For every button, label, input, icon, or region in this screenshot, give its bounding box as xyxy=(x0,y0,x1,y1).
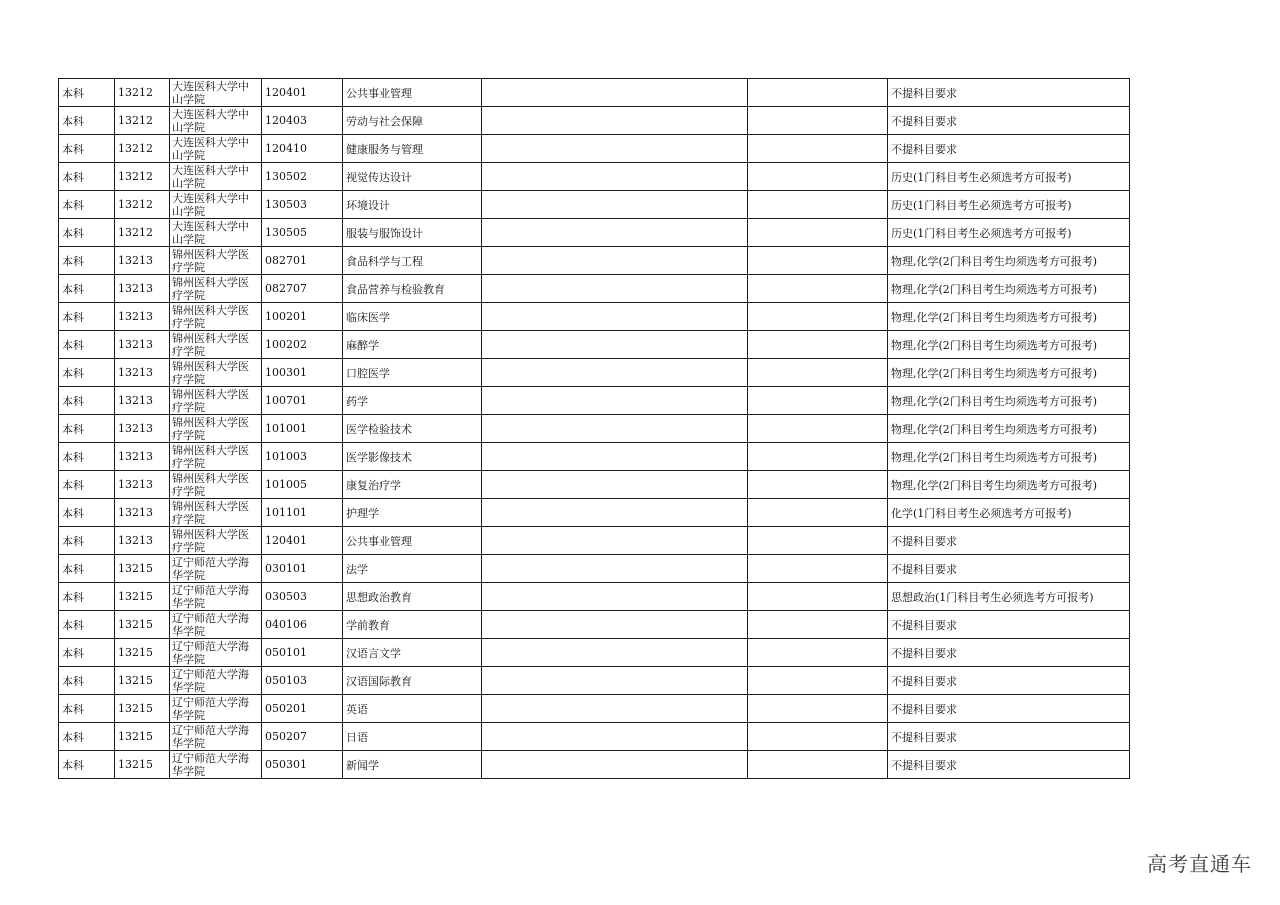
school-name-cell: 大连医科大学中山学院 xyxy=(170,107,262,135)
table-body xyxy=(59,79,1130,779)
level-cell: 本科 xyxy=(59,751,115,779)
subject-requirement-cell: 不提科目要求 xyxy=(888,107,1130,135)
school-name-cell: 锦州医科大学医疗学院 xyxy=(170,387,262,415)
empty-cell xyxy=(482,331,748,359)
empty-cell xyxy=(482,191,748,219)
empty-cell xyxy=(482,387,748,415)
empty-cell xyxy=(482,219,748,247)
empty-cell xyxy=(748,135,888,163)
subject-requirement-cell: 历史(1门科目考生必须选考方可报考) xyxy=(888,163,1130,191)
school-code-cell: 13213 xyxy=(115,471,170,499)
empty-cell xyxy=(482,723,748,751)
empty-cell xyxy=(482,415,748,443)
level-cell: 本科 xyxy=(59,499,115,527)
school-name-cell: 大连医科大学中山学院 xyxy=(170,191,262,219)
subject-requirement-cell: 不提科目要求 xyxy=(888,751,1130,779)
major-code-cell: 120403 xyxy=(262,107,343,135)
major-name-cell: 公共事业管理 xyxy=(343,79,482,107)
subject-requirement-cell: 物理,化学(2门科目考生均须选考方可报考) xyxy=(888,275,1130,303)
table-row xyxy=(59,303,1130,331)
level-cell: 本科 xyxy=(59,247,115,275)
school-code-cell: 13213 xyxy=(115,499,170,527)
empty-cell xyxy=(748,387,888,415)
school-code-cell: 13213 xyxy=(115,331,170,359)
subject-requirement-cell: 历史(1门科目考生必须选考方可报考) xyxy=(888,191,1130,219)
school-code-cell: 13213 xyxy=(115,359,170,387)
major-code-cell: 120401 xyxy=(262,79,343,107)
school-name-cell: 辽宁师范大学海华学院 xyxy=(170,695,262,723)
level-cell: 本科 xyxy=(59,415,115,443)
table-row xyxy=(59,275,1130,303)
table-row xyxy=(59,723,1130,751)
level-cell: 本科 xyxy=(59,275,115,303)
school-name-cell: 锦州医科大学医疗学院 xyxy=(170,499,262,527)
table-row xyxy=(59,639,1130,667)
major-name-cell: 汉语言文学 xyxy=(343,639,482,667)
major-name-cell: 食品营养与检验教育 xyxy=(343,275,482,303)
table-row xyxy=(59,555,1130,583)
table-row xyxy=(59,163,1130,191)
major-name-cell: 公共事业管理 xyxy=(343,527,482,555)
major-name-cell: 思想政治教育 xyxy=(343,583,482,611)
major-name-cell: 新闻学 xyxy=(343,751,482,779)
school-code-cell: 13212 xyxy=(115,79,170,107)
school-code-cell: 13213 xyxy=(115,387,170,415)
major-code-cell: 101003 xyxy=(262,443,343,471)
level-cell: 本科 xyxy=(59,79,115,107)
table-row xyxy=(59,135,1130,163)
empty-cell xyxy=(482,611,748,639)
major-name-cell: 医学影像技术 xyxy=(343,443,482,471)
school-code-cell: 13213 xyxy=(115,275,170,303)
major-code-cell: 050301 xyxy=(262,751,343,779)
school-code-cell: 13215 xyxy=(115,611,170,639)
empty-cell xyxy=(482,163,748,191)
subject-requirement-cell: 不提科目要求 xyxy=(888,79,1130,107)
school-code-cell: 13213 xyxy=(115,303,170,331)
table-row xyxy=(59,247,1130,275)
major-code-cell: 100202 xyxy=(262,331,343,359)
empty-cell xyxy=(748,751,888,779)
empty-cell xyxy=(748,415,888,443)
table-row xyxy=(59,751,1130,779)
major-code-cell: 050207 xyxy=(262,723,343,751)
empty-cell xyxy=(482,79,748,107)
school-code-cell: 13212 xyxy=(115,135,170,163)
table-row xyxy=(59,191,1130,219)
level-cell: 本科 xyxy=(59,527,115,555)
empty-cell xyxy=(748,303,888,331)
school-name-cell: 辽宁师范大学海华学院 xyxy=(170,555,262,583)
empty-cell xyxy=(482,555,748,583)
major-name-cell: 法学 xyxy=(343,555,482,583)
major-code-cell: 050201 xyxy=(262,695,343,723)
level-cell: 本科 xyxy=(59,163,115,191)
subject-requirement-cell: 不提科目要求 xyxy=(888,527,1130,555)
empty-cell xyxy=(748,723,888,751)
level-cell: 本科 xyxy=(59,695,115,723)
major-code-cell: 101005 xyxy=(262,471,343,499)
major-code-cell: 130505 xyxy=(262,219,343,247)
subject-requirement-cell: 物理,化学(2门科目考生均须选考方可报考) xyxy=(888,247,1130,275)
table-row xyxy=(59,387,1130,415)
empty-cell xyxy=(482,359,748,387)
empty-cell xyxy=(748,667,888,695)
major-name-cell: 学前教育 xyxy=(343,611,482,639)
empty-cell xyxy=(482,583,748,611)
subject-requirement-cell: 物理,化学(2门科目考生均须选考方可报考) xyxy=(888,359,1130,387)
major-code-cell: 100201 xyxy=(262,303,343,331)
subject-requirement-cell: 物理,化学(2门科目考生均须选考方可报考) xyxy=(888,303,1130,331)
empty-cell xyxy=(748,443,888,471)
subject-requirement-cell: 思想政治(1门科目考生必须选考方可报考) xyxy=(888,583,1130,611)
level-cell: 本科 xyxy=(59,723,115,751)
level-cell: 本科 xyxy=(59,303,115,331)
table-row xyxy=(59,471,1130,499)
subject-requirement-cell: 物理,化学(2门科目考生均须选考方可报考) xyxy=(888,415,1130,443)
major-code-cell: 100701 xyxy=(262,387,343,415)
school-code-cell: 13213 xyxy=(115,527,170,555)
subject-requirement-cell: 不提科目要求 xyxy=(888,611,1130,639)
major-code-cell: 030101 xyxy=(262,555,343,583)
school-name-cell: 辽宁师范大学海华学院 xyxy=(170,639,262,667)
major-code-cell: 130503 xyxy=(262,191,343,219)
major-name-cell: 环境设计 xyxy=(343,191,482,219)
level-cell: 本科 xyxy=(59,359,115,387)
level-cell: 本科 xyxy=(59,611,115,639)
table-row xyxy=(59,583,1130,611)
empty-cell xyxy=(748,107,888,135)
empty-cell xyxy=(482,107,748,135)
school-name-cell: 锦州医科大学医疗学院 xyxy=(170,359,262,387)
school-name-cell: 锦州医科大学医疗学院 xyxy=(170,247,262,275)
major-name-cell: 英语 xyxy=(343,695,482,723)
empty-cell xyxy=(482,499,748,527)
level-cell: 本科 xyxy=(59,555,115,583)
table-row xyxy=(59,695,1130,723)
major-name-cell: 视觉传达设计 xyxy=(343,163,482,191)
school-name-cell: 大连医科大学中山学院 xyxy=(170,219,262,247)
level-cell: 本科 xyxy=(59,443,115,471)
watermark: 高考直通车 xyxy=(1147,852,1252,876)
school-code-cell: 13215 xyxy=(115,555,170,583)
empty-cell xyxy=(748,219,888,247)
table-row xyxy=(59,331,1130,359)
enrollment-table xyxy=(58,78,1130,779)
level-cell: 本科 xyxy=(59,191,115,219)
subject-requirement-cell: 物理,化学(2门科目考生均须选考方可报考) xyxy=(888,471,1130,499)
school-code-cell: 13212 xyxy=(115,191,170,219)
school-code-cell: 13212 xyxy=(115,219,170,247)
major-code-cell: 082701 xyxy=(262,247,343,275)
empty-cell xyxy=(748,247,888,275)
school-name-cell: 大连医科大学中山学院 xyxy=(170,135,262,163)
empty-cell xyxy=(748,555,888,583)
school-name-cell: 锦州医科大学医疗学院 xyxy=(170,303,262,331)
subject-requirement-cell: 不提科目要求 xyxy=(888,135,1130,163)
empty-cell xyxy=(482,527,748,555)
major-code-cell: 130502 xyxy=(262,163,343,191)
level-cell: 本科 xyxy=(59,107,115,135)
level-cell: 本科 xyxy=(59,387,115,415)
level-cell: 本科 xyxy=(59,135,115,163)
major-code-cell: 082707 xyxy=(262,275,343,303)
table-row xyxy=(59,415,1130,443)
empty-cell xyxy=(482,275,748,303)
empty-cell xyxy=(482,443,748,471)
table-row xyxy=(59,527,1130,555)
table-row xyxy=(59,499,1130,527)
subject-requirement-cell: 不提科目要求 xyxy=(888,695,1130,723)
school-name-cell: 锦州医科大学医疗学院 xyxy=(170,527,262,555)
empty-cell xyxy=(482,303,748,331)
subject-requirement-cell: 不提科目要求 xyxy=(888,723,1130,751)
level-cell: 本科 xyxy=(59,583,115,611)
major-name-cell: 药学 xyxy=(343,387,482,415)
empty-cell xyxy=(482,135,748,163)
school-code-cell: 13212 xyxy=(115,107,170,135)
major-name-cell: 临床医学 xyxy=(343,303,482,331)
subject-requirement-cell: 不提科目要求 xyxy=(888,639,1130,667)
major-name-cell: 医学检验技术 xyxy=(343,415,482,443)
table-row xyxy=(59,611,1130,639)
major-name-cell: 食品科学与工程 xyxy=(343,247,482,275)
major-name-cell: 康复治疗学 xyxy=(343,471,482,499)
school-code-cell: 13212 xyxy=(115,163,170,191)
school-code-cell: 13215 xyxy=(115,667,170,695)
level-cell: 本科 xyxy=(59,639,115,667)
subject-requirement-cell: 不提科目要求 xyxy=(888,667,1130,695)
subject-requirement-cell: 物理,化学(2门科目考生均须选考方可报考) xyxy=(888,387,1130,415)
subject-requirement-cell: 物理,化学(2门科目考生均须选考方可报考) xyxy=(888,443,1130,471)
school-name-cell: 辽宁师范大学海华学院 xyxy=(170,667,262,695)
major-code-cell: 101101 xyxy=(262,499,343,527)
major-name-cell: 服装与服饰设计 xyxy=(343,219,482,247)
subject-requirement-cell: 不提科目要求 xyxy=(888,555,1130,583)
major-code-cell: 050103 xyxy=(262,667,343,695)
table-row xyxy=(59,79,1130,107)
empty-cell xyxy=(748,695,888,723)
major-name-cell: 口腔医学 xyxy=(343,359,482,387)
major-code-cell: 120410 xyxy=(262,135,343,163)
table-row xyxy=(59,667,1130,695)
table-row xyxy=(59,443,1130,471)
school-name-cell: 辽宁师范大学海华学院 xyxy=(170,751,262,779)
level-cell: 本科 xyxy=(59,471,115,499)
empty-cell xyxy=(482,751,748,779)
empty-cell xyxy=(482,667,748,695)
empty-cell xyxy=(748,611,888,639)
empty-cell xyxy=(748,275,888,303)
subject-requirement-cell: 物理,化学(2门科目考生均须选考方可报考) xyxy=(888,331,1130,359)
school-code-cell: 13213 xyxy=(115,443,170,471)
empty-cell xyxy=(482,471,748,499)
table-row xyxy=(59,359,1130,387)
major-code-cell: 100301 xyxy=(262,359,343,387)
major-name-cell: 日语 xyxy=(343,723,482,751)
major-name-cell: 护理学 xyxy=(343,499,482,527)
major-code-cell: 120401 xyxy=(262,527,343,555)
major-name-cell: 劳动与社会保障 xyxy=(343,107,482,135)
school-name-cell: 大连医科大学中山学院 xyxy=(170,79,262,107)
subject-requirement-cell: 历史(1门科目考生必须选考方可报考) xyxy=(888,219,1130,247)
table-row xyxy=(59,219,1130,247)
school-name-cell: 大连医科大学中山学院 xyxy=(170,163,262,191)
empty-cell xyxy=(748,471,888,499)
school-code-cell: 13213 xyxy=(115,247,170,275)
school-name-cell: 锦州医科大学医疗学院 xyxy=(170,471,262,499)
major-code-cell: 050101 xyxy=(262,639,343,667)
empty-cell xyxy=(482,247,748,275)
school-name-cell: 辽宁师范大学海华学院 xyxy=(170,583,262,611)
subject-requirement-cell: 化学(1门科目考生必须选考方可报考) xyxy=(888,499,1130,527)
school-code-cell: 13215 xyxy=(115,639,170,667)
school-name-cell: 辽宁师范大学海华学院 xyxy=(170,611,262,639)
empty-cell xyxy=(748,639,888,667)
school-code-cell: 13215 xyxy=(115,723,170,751)
school-name-cell: 锦州医科大学医疗学院 xyxy=(170,275,262,303)
empty-cell xyxy=(748,191,888,219)
level-cell: 本科 xyxy=(59,331,115,359)
empty-cell xyxy=(748,527,888,555)
level-cell: 本科 xyxy=(59,667,115,695)
school-name-cell: 锦州医科大学医疗学院 xyxy=(170,331,262,359)
major-name-cell: 汉语国际教育 xyxy=(343,667,482,695)
empty-cell xyxy=(748,583,888,611)
empty-cell xyxy=(748,79,888,107)
table-row xyxy=(59,107,1130,135)
major-code-cell: 040106 xyxy=(262,611,343,639)
level-cell: 本科 xyxy=(59,219,115,247)
school-name-cell: 辽宁师范大学海华学院 xyxy=(170,723,262,751)
major-code-cell: 101001 xyxy=(262,415,343,443)
major-name-cell: 健康服务与管理 xyxy=(343,135,482,163)
empty-cell xyxy=(748,331,888,359)
major-code-cell: 030503 xyxy=(262,583,343,611)
empty-cell xyxy=(748,499,888,527)
empty-cell xyxy=(748,163,888,191)
school-code-cell: 13213 xyxy=(115,415,170,443)
school-code-cell: 13215 xyxy=(115,583,170,611)
empty-cell xyxy=(482,639,748,667)
school-name-cell: 锦州医科大学医疗学院 xyxy=(170,415,262,443)
major-name-cell: 麻醉学 xyxy=(343,331,482,359)
school-name-cell: 锦州医科大学医疗学院 xyxy=(170,443,262,471)
school-code-cell: 13215 xyxy=(115,751,170,779)
school-code-cell: 13215 xyxy=(115,695,170,723)
empty-cell xyxy=(748,359,888,387)
empty-cell xyxy=(482,695,748,723)
